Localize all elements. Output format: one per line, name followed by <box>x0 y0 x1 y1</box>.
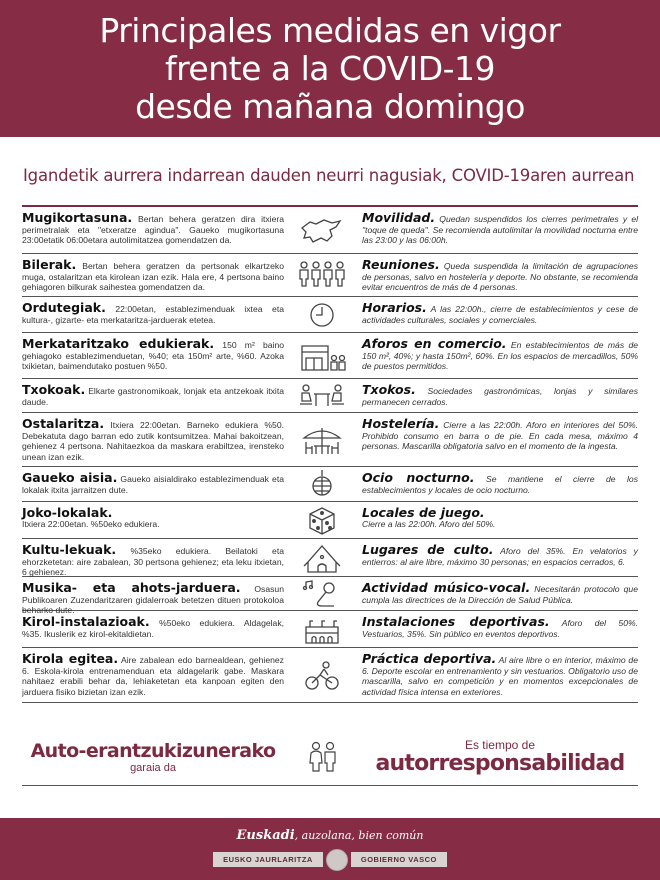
title-line-2: frente a la COVID-19 <box>164 48 496 88</box>
measure-row <box>22 333 638 379</box>
measure-basque <box>22 502 284 538</box>
measure-basque-heading: Kirola egitea. <box>22 651 119 666</box>
measure-spanish-heading: Ocio nocturno. <box>362 470 475 485</box>
measure-row <box>22 539 638 577</box>
title-line-1: Principales medidas en vigor <box>99 10 561 50</box>
measure-basque-text: Osasun Publikoaren Zuzendaritzaren gidalerroak betetzen dituen protokoloa beharko dute. <box>22 584 284 616</box>
measure-basque-text: 150 m² baino gehiagoko establezimenduetan, %40; eta 150m² arte, %60. Azoka txikietan, baimendutako postuen %50. <box>22 340 284 372</box>
measure-basque <box>22 297 284 332</box>
measure-basque-text: 22:00etan, establezimenduak ixtea eta kultura-, gizarte- eta merkataritza-jarduerak etetea. <box>22 304 284 325</box>
measure-row <box>22 467 638 502</box>
measure-basque-text: Gaueko aisialdirako establezimenduak eta lokalak itxita jarraitzen dute. <box>22 474 284 495</box>
measure-basque-text: Itxiera 22:00etan. Barneko edukiera %50. Debekatuta dago barran edo zutik kontsumitzea. Mahai bakoitzean, gehienez 4 pertsona. Nahitaezkoa da maskara erabiltzea, irensteko unean izan ezik. <box>22 420 284 462</box>
measure-row <box>22 502 638 539</box>
coat-of-arms-icon <box>326 849 348 871</box>
slogan-spanish-main: autorresponsabilidad <box>375 750 625 776</box>
measure-basque <box>22 577 284 616</box>
measure-row <box>22 648 638 703</box>
measure-basque-heading: Kirol-instalazioak. <box>22 614 150 629</box>
measure-row <box>22 379 638 413</box>
measure-basque <box>22 379 284 412</box>
measure-spanish-heading: Locales de juego. <box>362 505 485 520</box>
measure-row <box>22 207 638 254</box>
measure-spanish-heading: Práctica deportiva. <box>362 651 497 666</box>
measure-basque-heading: Ostalaritza. <box>22 416 105 431</box>
measure-spanish-text: Necesitarán protocolo que cumpla las directrices de la Dirección de Salud Pública. <box>362 584 638 605</box>
measure-row <box>22 413 638 467</box>
measure-basque <box>22 254 284 296</box>
measure-basque-heading: Ordutegiak. <box>22 300 106 315</box>
slogan-basque-main: Auto-erantzukizunerako <box>30 739 276 762</box>
measure-spanish-text: Al aire libre o en interior, máximo de 6. Deporte escolar en entrenamiento y sin vestuarios. Obligatorio uso de mascarilla, salvo en competición y en momentos excepcionales de actividad física intensa en exteriores. <box>362 655 638 697</box>
measure-spanish-heading: Txokos. <box>362 382 416 397</box>
gov-name-basque: EUSKO JAURLARITZA <box>213 852 323 867</box>
group-people-icon <box>284 254 362 296</box>
measure-spanish-text: A las 22:00h., cierre de establecimientos y cese de actividades culturales, sociales y comerciales. <box>362 304 639 325</box>
measure-spanish <box>362 502 638 538</box>
subtitle-basque: Igandetik aurrera indarrean dauden neurri nagusiak, COVID-19aren aurrean <box>23 166 635 185</box>
title-line-3: desde mañana domingo <box>135 86 525 126</box>
measure-basque <box>22 207 284 253</box>
terrace-umbrella-icon <box>284 413 362 466</box>
title-banner <box>0 0 660 137</box>
stadium-icon <box>284 611 362 647</box>
measure-spanish-heading: Aforos en comercio. <box>362 336 507 351</box>
measure-spanish-heading: Lugares de culto. <box>362 542 494 557</box>
measure-spanish <box>362 413 638 466</box>
measure-basque <box>22 539 284 576</box>
measure-spanish-heading: Reuniones. <box>362 257 440 272</box>
measure-spanish-heading: Horarios. <box>362 300 427 315</box>
footer-banner <box>0 818 660 880</box>
church-icon <box>284 539 362 576</box>
two-people-icon <box>284 741 362 773</box>
motto-euskadi: Euskadi <box>236 827 295 843</box>
measure-spanish-heading: Actividad músico-vocal. <box>362 580 531 595</box>
slogan-spanish-sub: Es tiempo de <box>464 737 536 752</box>
disco-ball-icon <box>284 467 362 501</box>
measure-spanish-text: Aforo del 50%. Vestuarios, 35%. Sin público en eventos deportivos. <box>362 618 638 639</box>
measure-spanish <box>362 379 638 412</box>
measure-basque-heading: Gaueko aisia. <box>22 470 118 485</box>
measure-spanish <box>362 648 638 702</box>
slogan-basque-sub: garaia da <box>130 761 176 774</box>
cyclist-icon <box>284 648 362 702</box>
table-diners-icon <box>284 379 362 412</box>
measure-basque <box>22 467 284 501</box>
microphone-music-icon <box>284 577 362 610</box>
measure-basque-heading: Merkataritzako edukierak. <box>22 336 215 351</box>
slogan-basque <box>22 740 284 774</box>
measure-spanish-text: En establecimientos de más de 150 m², 40%; y hasta 150m², 60%. En los espacios de mercadillos, 50% de puestos permitidos. <box>362 340 638 372</box>
measure-basque-heading: Txokoak. <box>22 382 86 397</box>
measure-spanish <box>362 611 638 647</box>
gov-name-spanish: GOBIERNO VASCO <box>351 852 447 867</box>
measure-basque-text: Aire zabalean edo barnealdean, gehienez 6. Eskola-kirola entrenamenduan eta aldagelarik gabe. Maskara nahitaez erabili behar da, lehiaketetan eta kanpoan egiten den jarduera fisiko bizietan izan ezik. <box>22 655 284 697</box>
measure-spanish <box>362 577 638 610</box>
measure-spanish-text: Sociedades gastronómicas, lonjas y similares permanecen cerrados. <box>362 386 638 407</box>
measure-basque <box>22 413 284 466</box>
measure-spanish <box>362 333 638 378</box>
slogan-band <box>22 728 638 786</box>
measure-basque-heading: Musika- eta ahots-jarduera. <box>22 580 241 595</box>
footer-motto <box>237 828 424 843</box>
measure-basque-heading: Bilerak. <box>22 257 77 272</box>
measure-spanish <box>362 467 638 501</box>
shop-icon <box>284 333 362 378</box>
measure-basque-heading: Mugikortasuna. <box>22 210 133 225</box>
measure-row <box>22 254 638 297</box>
measure-basque-text: Elkarte gastronomikoak, lonjak eta antzekoak itxita daude. <box>22 386 284 407</box>
measure-spanish-heading: Hostelería. <box>362 416 440 431</box>
measure-basque <box>22 611 284 647</box>
motto-rest: , auzolana, bien común <box>294 828 424 842</box>
measure-spanish-text: Se mantiene el cierre de los establecimientos y locales de ocio nocturno. <box>362 474 638 495</box>
measure-basque-heading: Joko-lokalak. <box>22 505 113 520</box>
dice-icon <box>284 502 362 538</box>
measure-spanish <box>362 297 638 332</box>
measure-spanish-heading: Movilidad. <box>362 210 436 225</box>
measure-spanish-text: Queda suspendida la limitación de agrupaciones de personas, salvo en hostelería y deporte. No obstante, se recomienda evitar encuentros de más de 4 personas. <box>362 261 638 293</box>
measure-basque <box>22 648 284 702</box>
measure-spanish-text: Cierre a las 22:00h. Aforo en interiores del 50%. Prohibido consumo en barra o de pie. En cada mesa, máximo 4 personas. Mascarilla obligatoria salvo en el momento de la ingesta. <box>362 420 638 452</box>
measure-row <box>22 297 638 333</box>
measure-basque-text: %50eko edukiera. Aldagelak, %35. Ikuslerik ez kirol-ekitaldietan. <box>22 618 285 639</box>
measure-spanish-text: Aforo del 35%. En velatorios y entierros: al aire libre, máximo 30 personas; en espacios cerrados, 6. <box>362 546 638 567</box>
measure-spanish-heading: Instalaciones deportivas. <box>362 614 550 629</box>
measure-spanish <box>362 254 638 296</box>
measure-spanish <box>362 539 638 576</box>
measure-basque-heading: Kultu-lekuak. <box>22 542 117 557</box>
measure-basque <box>22 333 284 378</box>
basque-country-map-icon <box>284 207 362 253</box>
measure-basque-text: %35eko edukiera. Beilatoki eta ehorzketetan: aire zabalean, 30 pertsona gehienez; eta leku itxietan, 6 gehienez. <box>22 546 284 578</box>
measure-row <box>22 611 638 648</box>
measure-basque-text: Bertan behera geratzen da pertsonak elkartzeko muga, ostalaritzan eta kirolean izan ezik. Hala ere, 4 pertsona baino gehiagoren bilkurak saihestea gomendatzen da. <box>22 261 284 293</box>
measure-row <box>22 577 638 616</box>
measures-table <box>22 207 638 703</box>
measure-basque-text: Bertan behera geratzen dira itxiera perimetralak eta "etxeratze agindua". Gaueko mugikortasuna 23:00etatik 06:00etara autolimitatzea gomendatzen da. <box>22 214 285 246</box>
slogan-spanish <box>362 738 638 776</box>
government-logo <box>213 849 447 871</box>
measure-spanish-text: Cierre a las 22:00h. Aforo del 50%. <box>362 518 496 529</box>
clock-icon <box>284 297 362 332</box>
measure-basque-text: Itxiera 22:00etan. %50eko edukiera. <box>22 518 160 529</box>
measure-spanish-text: Quedan suspendidos los cierres perimetrales y el "toque de queda". Se recomienda autolimitar la movilidad nocturna entre las 23:00 y las 06:00h. <box>362 214 639 246</box>
measure-spanish <box>362 207 638 253</box>
